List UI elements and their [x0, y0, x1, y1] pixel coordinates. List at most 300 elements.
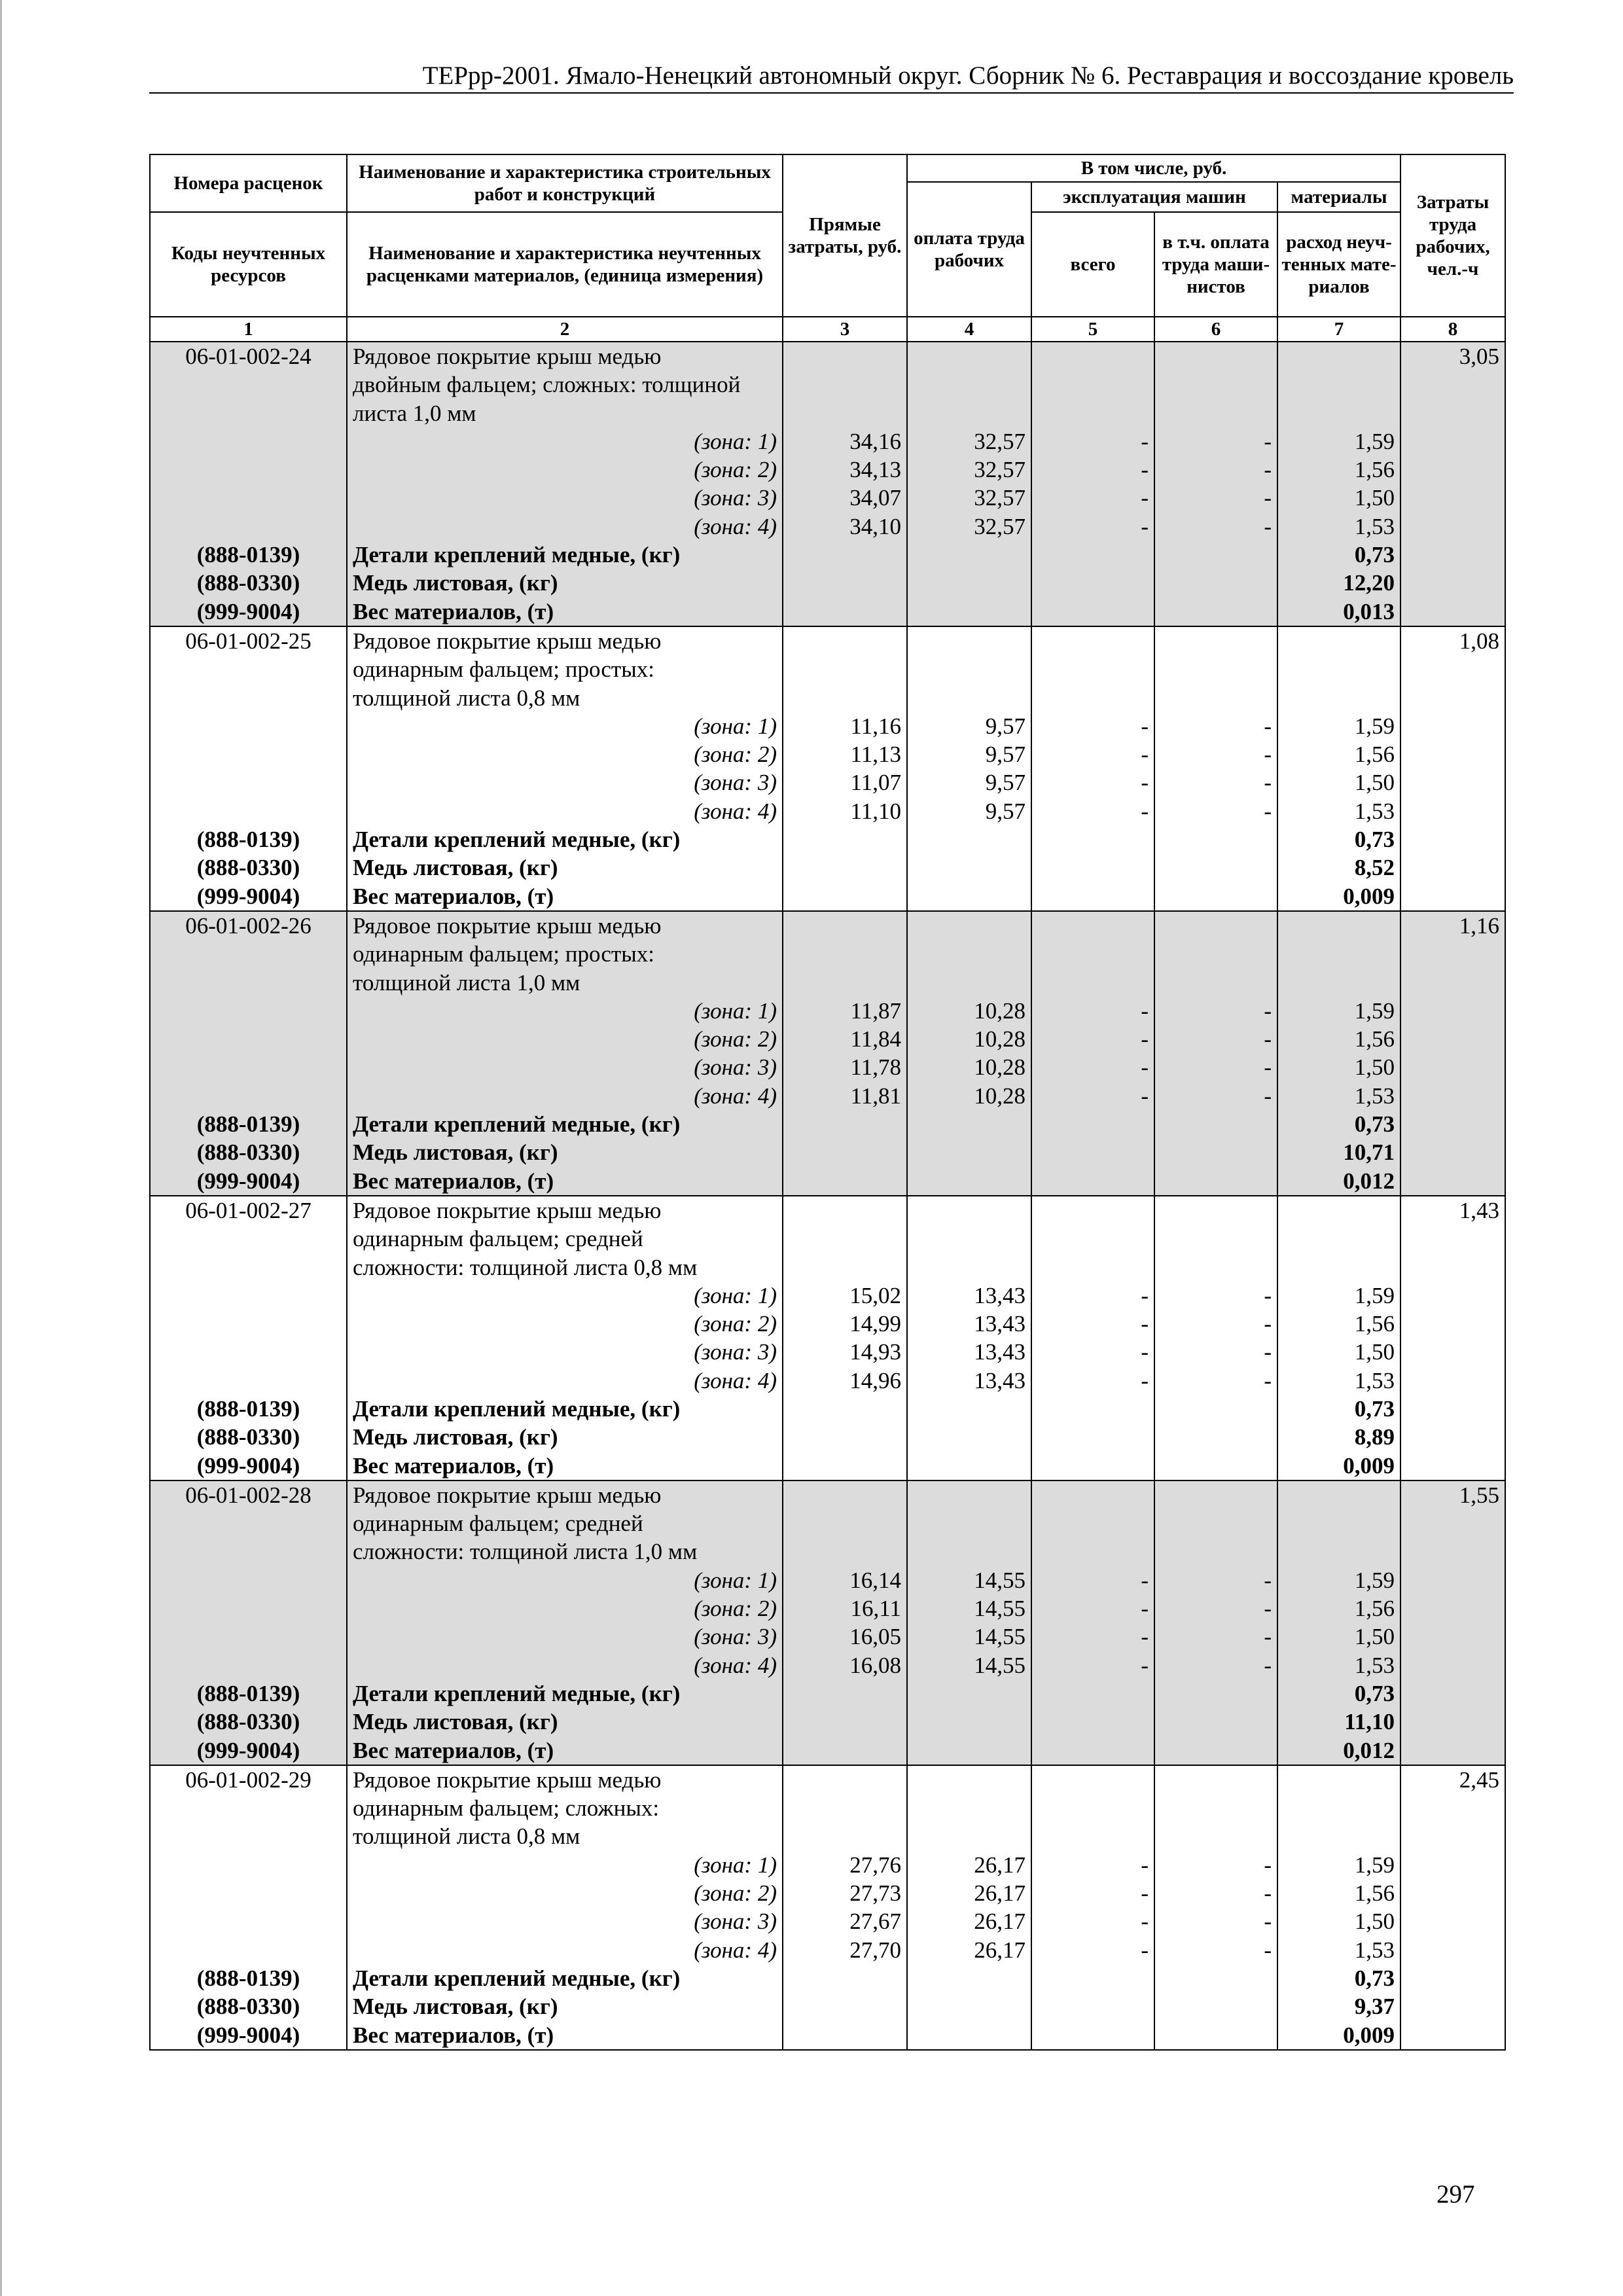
worker-wage: 32,57 [907, 427, 1031, 456]
materials-cost: 1,50 [1277, 768, 1400, 797]
materials-cost: 1,50 [1277, 1907, 1400, 1935]
machinist-wage: - [1154, 456, 1277, 484]
empty-cell [150, 1338, 347, 1366]
resource-code: (888-0330) [150, 1992, 347, 2020]
empty-cell [1400, 1907, 1505, 1935]
resource-name: Вес материалов, (т) [347, 1736, 783, 1765]
machine-total: - [1031, 997, 1154, 1025]
empty-cell [1031, 1765, 1154, 1851]
empty-cell [907, 598, 1031, 626]
machine-total: - [1031, 1367, 1154, 1395]
empty-cell [1031, 911, 1154, 997]
resource-code: (888-0139) [150, 825, 347, 853]
empty-cell [150, 1082, 347, 1110]
machinist-wage: - [1154, 512, 1277, 541]
empty-cell [783, 569, 907, 597]
empty-cell [150, 1025, 347, 1053]
resource-row [150, 1110, 1505, 1138]
empty-cell [907, 1395, 1031, 1423]
empty-cell [783, 626, 907, 712]
zone-row [150, 1053, 1505, 1081]
page-number: 297 [1436, 2180, 1475, 2208]
materials-cost: 1,59 [1277, 1282, 1400, 1310]
machinist-wage: - [1154, 1338, 1277, 1366]
materials-cost: 1,53 [1277, 1367, 1400, 1395]
machine-total: - [1031, 1053, 1154, 1081]
rate-name: Рядовое покрытие крыш медью одинарным фальцем; средней сложности: толщиной листа 0,8 мм [347, 1196, 783, 1282]
empty-cell [1031, 1736, 1154, 1765]
empty-cell [1154, 569, 1277, 597]
worker-wage: 9,57 [907, 712, 1031, 740]
empty-cell [1031, 1480, 1154, 1566]
empty-cell [150, 797, 347, 825]
col-num: 2 [347, 317, 783, 342]
resource-row [150, 1708, 1505, 1736]
direct-cost: 14,96 [783, 1367, 907, 1395]
resource-amount: 0,009 [1277, 882, 1400, 911]
resource-amount: 0,009 [1277, 2021, 1400, 2050]
materials-cost: 1,59 [1277, 712, 1400, 740]
direct-cost: 34,07 [783, 484, 907, 512]
labor-hours: 2,45 [1400, 1765, 1505, 1851]
rate-title-row [150, 911, 1505, 997]
worker-wage: 32,57 [907, 484, 1031, 512]
machinist-wage: - [1154, 1053, 1277, 1081]
zone-row [150, 768, 1505, 797]
machinist-wage: - [1154, 1594, 1277, 1623]
empty-cell [1154, 342, 1277, 427]
empty-cell [1031, 853, 1154, 882]
zone-row [150, 740, 1505, 768]
resource-code: (999-9004) [150, 882, 347, 911]
col-num: 3 [783, 317, 907, 342]
resource-amount: 0,012 [1277, 1736, 1400, 1765]
machinist-wage: - [1154, 1082, 1277, 1110]
direct-cost: 27,76 [783, 1851, 907, 1879]
direct-cost: 11,10 [783, 797, 907, 825]
worker-wage: 32,57 [907, 512, 1031, 541]
col-num: 8 [1400, 317, 1505, 342]
zone-label: (зона: 3) [347, 484, 783, 512]
empty-cell [1154, 1167, 1277, 1196]
empty-cell [150, 712, 347, 740]
empty-cell [1031, 541, 1154, 569]
empty-cell [1031, 1423, 1154, 1451]
empty-cell [1277, 626, 1400, 712]
empty-cell [1031, 626, 1154, 712]
zone-label: (зона: 2) [347, 740, 783, 768]
empty-cell [1031, 1196, 1154, 1282]
resource-name: Детали креплений медные, (кг) [347, 541, 783, 569]
resource-row [150, 1992, 1505, 2020]
zone-row [150, 1936, 1505, 1964]
empty-cell [783, 2021, 907, 2050]
table-head [150, 154, 1505, 342]
empty-cell [1400, 1395, 1505, 1423]
direct-cost: 16,14 [783, 1566, 907, 1594]
zone-row [150, 1851, 1505, 1879]
rate-title-row [150, 1765, 1505, 1851]
direct-cost: 11,87 [783, 997, 907, 1025]
worker-wage: 32,57 [907, 456, 1031, 484]
empty-cell [1154, 1138, 1277, 1166]
empty-cell [907, 1167, 1031, 1196]
empty-cell [907, 626, 1031, 712]
col6-header: в т.ч. оплата труда маши-нистов [1154, 212, 1277, 317]
empty-cell [1400, 512, 1505, 541]
col1-top-header: Номера расценок [150, 154, 347, 212]
labor-hours: 1,16 [1400, 911, 1505, 997]
worker-wage: 14,55 [907, 1651, 1031, 1679]
empty-cell [907, 2021, 1031, 2050]
resource-amount: 0,73 [1277, 1679, 1400, 1708]
col2-top-header: Наименование и характеристика строительных работ и конструкций [347, 154, 783, 212]
empty-cell [1400, 1110, 1505, 1138]
machine-total: - [1031, 1879, 1154, 1907]
rate-code: 06-01-002-25 [150, 626, 347, 712]
resource-row [150, 1395, 1505, 1423]
resource-code: (888-0330) [150, 569, 347, 597]
materials-cost: 1,50 [1277, 1338, 1400, 1366]
empty-cell [1031, 825, 1154, 853]
zone-label: (зона: 4) [347, 1651, 783, 1679]
zone-row [150, 997, 1505, 1025]
resource-code: (888-0330) [150, 1138, 347, 1166]
rate-title-row [150, 1196, 1505, 1282]
resource-code: (999-9004) [150, 598, 347, 626]
rate-group [150, 626, 1505, 911]
resource-amount: 0,009 [1277, 1452, 1400, 1480]
rate-group [150, 911, 1505, 1196]
resource-amount: 0,013 [1277, 598, 1400, 626]
empty-cell [1031, 342, 1154, 427]
empty-cell [150, 484, 347, 512]
resource-code: (888-0139) [150, 1110, 347, 1138]
empty-cell [1400, 1025, 1505, 1053]
empty-cell [1031, 1679, 1154, 1708]
machine-total: - [1031, 768, 1154, 797]
empty-cell [1400, 1964, 1505, 1992]
empty-cell [783, 1964, 907, 1992]
direct-cost: 15,02 [783, 1282, 907, 1310]
empty-cell [1400, 541, 1505, 569]
rate-name: Рядовое покрытие крыш медью одинарным фальцем; сложных: толщиной листа 0,8 мм [347, 1765, 783, 1851]
resource-amount: 10,71 [1277, 1138, 1400, 1166]
zone-label: (зона: 4) [347, 512, 783, 541]
machine-total: - [1031, 1651, 1154, 1679]
worker-wage: 26,17 [907, 1936, 1031, 1964]
zone-label: (зона: 2) [347, 1025, 783, 1053]
rate-title-row [150, 626, 1505, 712]
zone-label: (зона: 4) [347, 1936, 783, 1964]
zone-row [150, 1367, 1505, 1395]
empty-cell [1154, 1736, 1277, 1765]
page-edge-shadow [0, 0, 2, 2296]
zone-label: (зона: 1) [347, 1851, 783, 1879]
empty-cell [907, 1452, 1031, 1480]
zone-label: (зона: 3) [347, 1907, 783, 1935]
empty-cell [1400, 1708, 1505, 1736]
empty-cell [1031, 1452, 1154, 1480]
machinist-wage: - [1154, 1367, 1277, 1395]
machinist-wage: - [1154, 1907, 1277, 1935]
worker-wage: 9,57 [907, 768, 1031, 797]
rate-group [150, 1765, 1505, 2050]
rate-code: 06-01-002-29 [150, 1765, 347, 1851]
direct-cost: 34,16 [783, 427, 907, 456]
direct-cost: 11,07 [783, 768, 907, 797]
empty-cell [1277, 911, 1400, 997]
empty-cell [783, 882, 907, 911]
worker-wage: 26,17 [907, 1879, 1031, 1907]
labor-hours: 1,43 [1400, 1196, 1505, 1282]
resource-row [150, 1452, 1505, 1480]
materials-cost: 1,53 [1277, 797, 1400, 825]
rate-code: 06-01-002-24 [150, 342, 347, 427]
empty-cell [1154, 1480, 1277, 1566]
empty-cell [1400, 1992, 1505, 2020]
zone-label: (зона: 2) [347, 456, 783, 484]
zone-row [150, 1651, 1505, 1679]
machinist-wage: - [1154, 1851, 1277, 1879]
direct-cost: 16,11 [783, 1594, 907, 1623]
empty-cell [1031, 882, 1154, 911]
empty-cell [907, 342, 1031, 427]
empty-cell [907, 1708, 1031, 1736]
empty-cell [907, 1138, 1031, 1166]
direct-cost: 16,05 [783, 1623, 907, 1651]
resource-row [150, 853, 1505, 882]
empty-cell [1277, 342, 1400, 427]
worker-wage: 10,28 [907, 1025, 1031, 1053]
empty-cell [1154, 626, 1277, 712]
machine-total: - [1031, 740, 1154, 768]
empty-cell [1400, 1936, 1505, 1964]
empty-cell [150, 768, 347, 797]
machine-total: - [1031, 1907, 1154, 1935]
zone-row [150, 427, 1505, 456]
materials-header: материалы [1277, 182, 1400, 212]
materials-cost: 1,53 [1277, 1936, 1400, 1964]
materials-cost: 1,50 [1277, 1623, 1400, 1651]
zone-row [150, 1338, 1505, 1366]
empty-cell [783, 1423, 907, 1451]
resource-amount: 8,89 [1277, 1423, 1400, 1451]
empty-cell [150, 512, 347, 541]
rates-table [149, 154, 1506, 2051]
direct-cost: 27,73 [783, 1879, 907, 1907]
empty-cell [783, 1679, 907, 1708]
empty-cell [783, 911, 907, 997]
rate-group [150, 1480, 1505, 1765]
empty-cell [907, 1110, 1031, 1138]
zone-label: (зона: 4) [347, 1082, 783, 1110]
direct-cost: 14,99 [783, 1310, 907, 1338]
empty-cell [1400, 1452, 1505, 1480]
zone-row [150, 1907, 1505, 1935]
empty-cell [783, 342, 907, 427]
empty-cell [1031, 1110, 1154, 1138]
empty-cell [150, 1566, 347, 1594]
empty-cell [1154, 1395, 1277, 1423]
zone-row [150, 1566, 1505, 1594]
col3-header: Прямые затраты, руб. [783, 154, 907, 317]
empty-cell [907, 911, 1031, 997]
empty-cell [1154, 598, 1277, 626]
direct-cost: 11,13 [783, 740, 907, 768]
empty-cell [783, 1395, 907, 1423]
labor-hours: 3,05 [1400, 342, 1505, 427]
worker-wage: 13,43 [907, 1282, 1031, 1310]
rate-name: Рядовое покрытие крыш медью двойным фальцем; сложных: толщиной листа 1,0 мм [347, 342, 783, 427]
machinist-wage: - [1154, 740, 1277, 768]
direct-cost: 34,13 [783, 456, 907, 484]
resource-name: Детали креплений медные, (кг) [347, 1964, 783, 1992]
worker-wage: 26,17 [907, 1907, 1031, 1935]
machine-total: - [1031, 1851, 1154, 1879]
empty-cell [1154, 1964, 1277, 1992]
group-header: В том числе, руб. [907, 154, 1400, 182]
zone-row [150, 1082, 1505, 1110]
empty-cell [1400, 882, 1505, 911]
resource-name: Детали креплений медные, (кг) [347, 1110, 783, 1138]
direct-cost: 34,10 [783, 512, 907, 541]
empty-cell [907, 853, 1031, 882]
resource-name: Детали креплений медные, (кг) [347, 825, 783, 853]
empty-cell [1400, 427, 1505, 456]
resource-row [150, 1679, 1505, 1708]
empty-cell [1031, 598, 1154, 626]
resource-name: Детали креплений медные, (кг) [347, 1395, 783, 1423]
machinist-wage: - [1154, 1282, 1277, 1310]
resource-code: (888-0139) [150, 541, 347, 569]
empty-cell [907, 1964, 1031, 1992]
machine-total: - [1031, 1338, 1154, 1366]
resource-code: (999-9004) [150, 1452, 347, 1480]
empty-cell [150, 740, 347, 768]
resource-name: Вес материалов, (т) [347, 882, 783, 911]
machine-total: - [1031, 1566, 1154, 1594]
machine-total: - [1031, 1025, 1154, 1053]
empty-cell [1031, 569, 1154, 597]
empty-cell [783, 1992, 907, 2020]
machine-total: - [1031, 1623, 1154, 1651]
direct-cost: 11,16 [783, 712, 907, 740]
resource-code: (888-0139) [150, 1679, 347, 1708]
materials-cost: 1,59 [1277, 1566, 1400, 1594]
resource-amount: 9,37 [1277, 1992, 1400, 2020]
col1-bottom-header: Коды неучтенных ресурсов [150, 212, 347, 317]
zone-label: (зона: 3) [347, 768, 783, 797]
zone-label: (зона: 1) [347, 1282, 783, 1310]
col8-header: Затраты труда рабочих, чел.-ч [1400, 154, 1505, 317]
col2-bottom-header: Наименование и характеристика неучтенных расценками материалов, (единица измерения) [347, 212, 783, 317]
machinist-wage: - [1154, 712, 1277, 740]
worker-wage: 10,28 [907, 1082, 1031, 1110]
resource-row [150, 541, 1505, 569]
empty-cell [1400, 997, 1505, 1025]
empty-cell [1154, 911, 1277, 997]
machinist-wage: - [1154, 1025, 1277, 1053]
resource-name: Вес материалов, (т) [347, 2021, 783, 2050]
materials-cost: 1,53 [1277, 512, 1400, 541]
resource-code: (999-9004) [150, 2021, 347, 2050]
empty-cell [1400, 1082, 1505, 1110]
zone-row [150, 1879, 1505, 1907]
empty-cell [1400, 1566, 1505, 1594]
direct-cost: 27,67 [783, 1907, 907, 1935]
empty-cell [150, 1282, 347, 1310]
zone-row [150, 1025, 1505, 1053]
running-header: ТЕРрр-2001. Ямало-Ненецкий автономный округ. Сборник № 6. Реставрация и воссоздание кровель [422, 62, 1514, 90]
empty-cell [1400, 1851, 1505, 1879]
worker-wage: 13,43 [907, 1338, 1031, 1366]
resource-name: Медь листовая, (кг) [347, 853, 783, 882]
empty-cell [1400, 484, 1505, 512]
col-num: 4 [907, 317, 1031, 342]
empty-cell [907, 825, 1031, 853]
col7-header: расход неуч-тенных мате-риалов [1277, 212, 1400, 317]
col4-header: оплата труда рабочих [907, 182, 1031, 317]
empty-cell [150, 1879, 347, 1907]
direct-cost: 11,78 [783, 1053, 907, 1081]
empty-cell [150, 1651, 347, 1679]
empty-cell [1031, 1395, 1154, 1423]
materials-cost: 1,56 [1277, 456, 1400, 484]
empty-cell [907, 1480, 1031, 1566]
worker-wage: 13,43 [907, 1367, 1031, 1395]
empty-cell [1031, 1992, 1154, 2020]
worker-wage: 9,57 [907, 797, 1031, 825]
empty-cell [783, 1708, 907, 1736]
empty-cell [1400, 1423, 1505, 1451]
machinist-wage: - [1154, 768, 1277, 797]
empty-cell [150, 1623, 347, 1651]
machine-total: - [1031, 797, 1154, 825]
empty-cell [907, 1992, 1031, 2020]
zone-row [150, 1282, 1505, 1310]
zone-row [150, 1310, 1505, 1338]
empty-cell [1031, 1708, 1154, 1736]
resource-row [150, 882, 1505, 911]
materials-cost: 1,59 [1277, 1851, 1400, 1879]
zone-label: (зона: 1) [347, 712, 783, 740]
machine-total: - [1031, 712, 1154, 740]
empty-cell [783, 853, 907, 882]
resource-amount: 0,73 [1277, 1964, 1400, 1992]
empty-cell [1031, 1138, 1154, 1166]
empty-cell [1277, 1480, 1400, 1566]
empty-cell [907, 541, 1031, 569]
empty-cell [907, 1196, 1031, 1282]
resource-amount: 11,10 [1277, 1708, 1400, 1736]
empty-cell [1400, 825, 1505, 853]
zone-label: (зона: 1) [347, 427, 783, 456]
empty-cell [1031, 1167, 1154, 1196]
empty-cell [1400, 1679, 1505, 1708]
machine-total: - [1031, 1936, 1154, 1964]
materials-cost: 1,59 [1277, 427, 1400, 456]
empty-cell [1400, 2021, 1505, 2050]
empty-cell [1400, 1338, 1505, 1366]
zone-label: (зона: 3) [347, 1623, 783, 1651]
resource-row [150, 1138, 1505, 1166]
materials-cost: 1,56 [1277, 740, 1400, 768]
empty-cell [907, 1423, 1031, 1451]
resource-code: (888-0330) [150, 1708, 347, 1736]
rate-title-row [150, 342, 1505, 427]
rate-code: 06-01-002-26 [150, 911, 347, 997]
